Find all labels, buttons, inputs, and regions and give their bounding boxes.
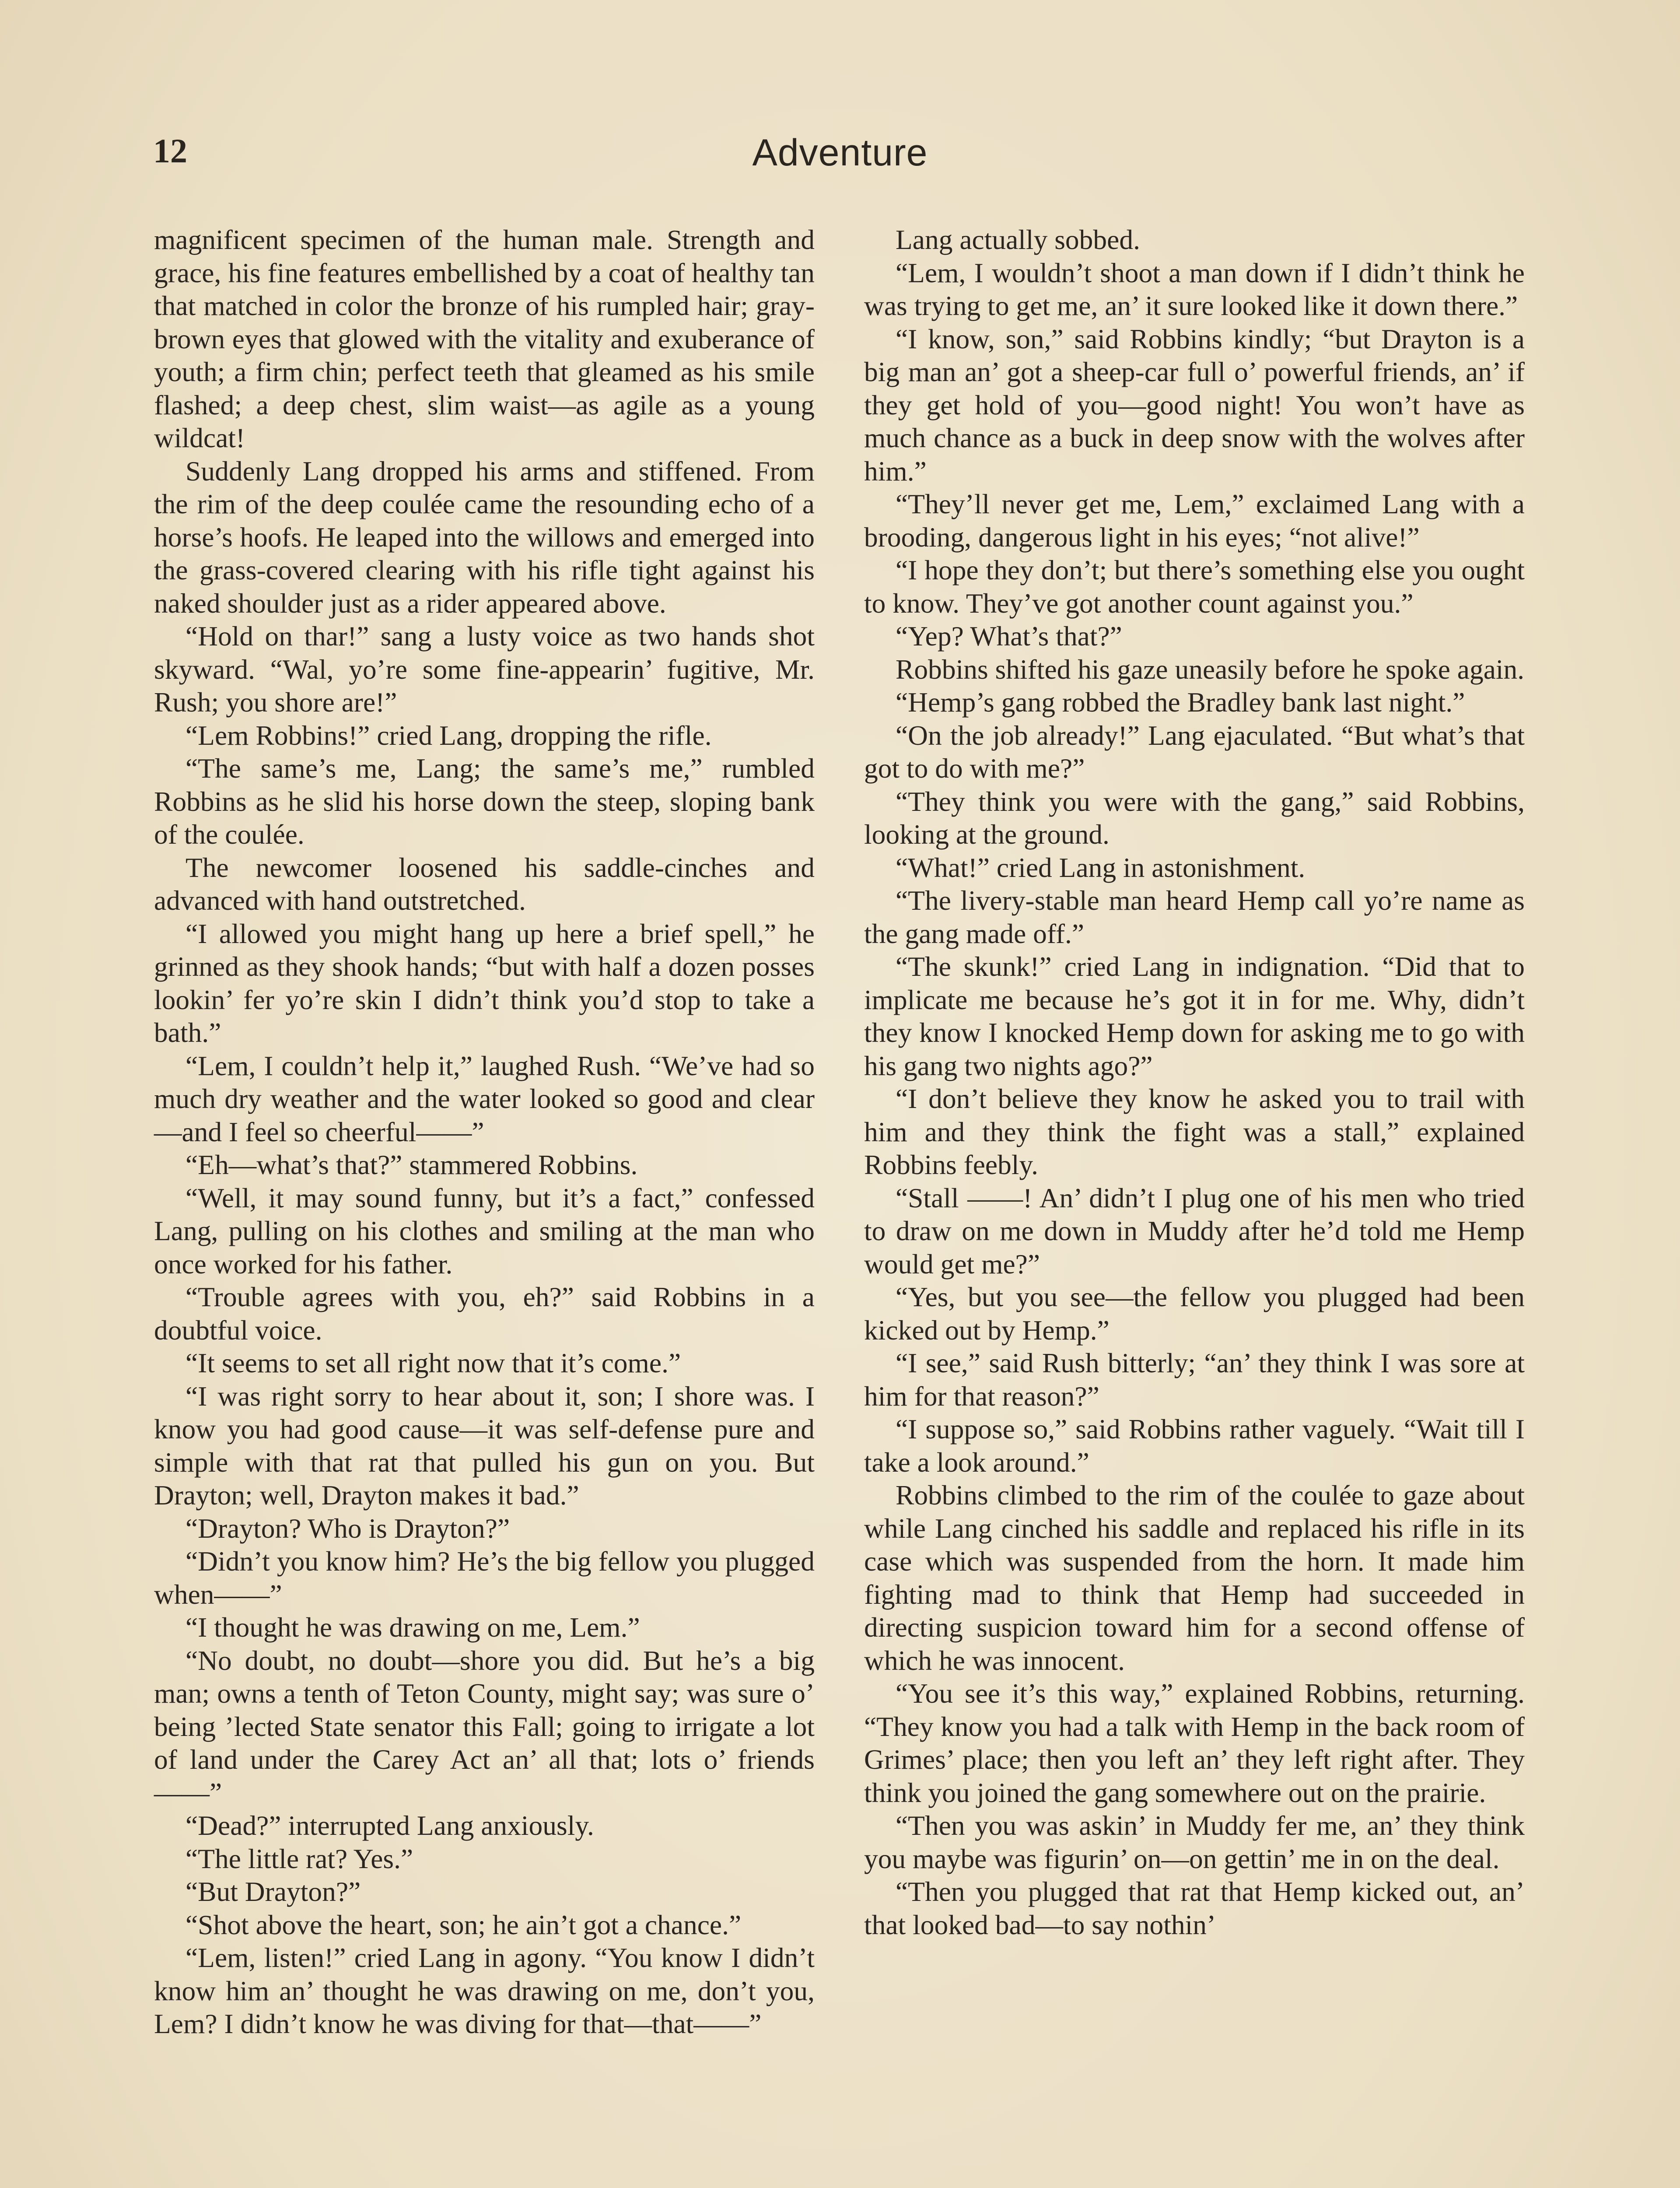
paragraph: “I see,” said Rush bitterly; “an’ they think I was sore at him for that reason?” bbox=[864, 1347, 1525, 1412]
paragraph: “Lem, I couldn’t help it,” laughed Rush. “We’ve had so much dry weather and the water looked so good and clear—and I feel so cheerful——” bbox=[154, 1050, 815, 1147]
paragraph: “Lem Robbins!” cried Lang, dropping the rifle. bbox=[186, 719, 712, 751]
paragraph: “Yep? What’s that?” bbox=[896, 621, 1122, 652]
paragraph: “The skunk!” cried Lang in indignation. “Did that to implicate me because he’s got it in for me. Why, didn’t they know I knocked Hemp down for asking me to go with his gang two nights ago?” bbox=[864, 951, 1525, 1081]
paragraph: “I know, son,” said Robbins kindly; “but Drayton is a big man an’ got a sheep-car full o’ powerful friends, an’ if they get hold of you—good night! You won’t have as much chance as a buck in deep snow with the wolves after him.” bbox=[864, 323, 1525, 487]
paragraph: “Hold on thar!” sang a lusty voice as two hands shot skyward. “Wal, yo’re some fine-appearin’ fugitive, Mr. Rush; you shore are!” bbox=[154, 621, 815, 718]
paragraph: “Well, it may sound funny, but it’s a fact,” confessed Lang, pulling on his clothes and smiling at the man who once worked for his father. bbox=[154, 1182, 815, 1280]
paragraph: “I thought he was drawing on me, Lem.” bbox=[186, 1612, 640, 1643]
paragraph: “What!” cried Lang in astonishment. bbox=[896, 852, 1306, 883]
paragraph: “Shot above the heart, son; he ain’t got a chance.” bbox=[186, 1909, 742, 1940]
right-column bbox=[864, 223, 1525, 1941]
paragraph: “The little rat? Yes.” bbox=[186, 1843, 413, 1874]
page-number: 12 bbox=[153, 132, 187, 170]
paragraph: “I allowed you might hang up here a brief spell,” he grinned as they shook hands; “but with half a dozen posses lookin’ fer yo’re skin I didn’t think you’d stop to take a bath.” bbox=[154, 918, 815, 1048]
paragraph: “Trouble agrees with you, eh?” said Robbins in a doubtful voice. bbox=[154, 1281, 815, 1346]
paragraph: “I don’t believe they know he asked you to trail with him and they think the fight was a stall,” explained Robbins feebly. bbox=[864, 1083, 1525, 1180]
paragraph: “Stall ——! An’ didn’t I plug one of his men who tried to draw on me down in Muddy after he’d told me Hemp would get me?” bbox=[864, 1182, 1525, 1280]
paragraph: “You see it’s this way,” explained Robbins, returning. “They know you had a talk with Hemp in the back room of Grimes’ place; then you left an’ they left right after. They think you joined the gang somewhere out on the prairie. bbox=[864, 1678, 1525, 1808]
paragraph: “Lem, listen!” cried Lang in agony. “You know I didn’t know him an’ thought he was drawing on me, don’t you, Lem? I didn’t know he was diving for that—that——” bbox=[154, 1942, 815, 2039]
paragraph: “Lem, I wouldn’t shoot a man down if I didn’t think he was trying to get me, an’ it sure looked like it down there.” bbox=[864, 257, 1525, 321]
paragraph: “Eh—what’s that?” stammered Robbins. bbox=[186, 1149, 638, 1180]
paragraph: “It seems to set all right now that it’s come.” bbox=[186, 1347, 681, 1378]
paragraph: “Yes, but you see—the fellow you plugged had been kicked out by Hemp.” bbox=[864, 1281, 1525, 1346]
left-column bbox=[154, 223, 815, 2041]
paragraph: The newcomer loosened his saddle-cinches and advanced with hand outstretched. bbox=[154, 852, 815, 916]
paragraph: “The livery-stable man heard Hemp call yo’re name as the gang made off.” bbox=[864, 885, 1525, 949]
paragraph: “Didn’t you know him? He’s the big fellow you plugged when——” bbox=[154, 1546, 815, 1610]
paragraph: “They think you were with the gang,” said Robbins, looking at the ground. bbox=[864, 785, 1525, 850]
paragraph: Robbins shifted his gaze uneasily before he spoke again. bbox=[896, 653, 1525, 685]
paragraph: Suddenly Lang dropped his arms and stiffened. From the rim of the deep coulée came the resounding echo of a horse’s hoofs. He leaped into the willows and emerged into the grass-covered clearing with his rifle tight against his naked shoulder just as a rider appeared above. bbox=[154, 455, 815, 619]
paragraph: “No doubt, no doubt—shore you did. But he’s a big man; owns a tenth of Teton County, might say; was sure o’ being ’lected State senator this Fall; going to irrigate a lot of land under the Carey Act an’ all that; lots o’ friends——” bbox=[154, 1645, 815, 1808]
paragraph: “On the job already!” Lang ejaculated. “But what’s that got to do with me?” bbox=[864, 719, 1525, 784]
paragraph: Robbins climbed to the rim of the coulée to gaze about while Lang cinched his saddle and replaced his rifle in its case which was suspended from the horn. It made him fighting mad to think that Hemp had succeeded in directing suspicion toward him for a second offense of which he was innocent. bbox=[864, 1480, 1525, 1676]
running-head-title: Adventure bbox=[752, 132, 928, 174]
paragraph: “I hope they don’t; but there’s something else you ought to know. They’ve got another count against you.” bbox=[864, 554, 1525, 619]
paragraph: “But Drayton?” bbox=[186, 1876, 361, 1907]
paragraph: magnificent specimen of the human male. Strength and grace, his fine features embellished by a coat of healthy tan that matched in color the bronze of his rumpled hair; gray-brown eyes that glowed with the vitality and exuberance of youth; a firm chin; perfect teeth that gleamed as his smile flashed; a deep chest, slim waist—as agile as a young wildcat! bbox=[154, 224, 815, 453]
paragraph: “I suppose so,” said Robbins rather vaguely. “Wait till I take a look around.” bbox=[864, 1413, 1525, 1478]
paragraph: “Dead?” interrupted Lang anxiously. bbox=[186, 1810, 594, 1841]
paragraph: “They’ll never get me, Lem,” exclaimed Lang with a brooding, dangerous light in his eyes; “not alive!” bbox=[864, 488, 1525, 553]
paragraph: “Hemp’s gang robbed the Bradley bank last night.” bbox=[896, 687, 1465, 718]
paragraph: “Drayton? Who is Drayton?” bbox=[186, 1512, 510, 1544]
paragraph: “I was right sorry to hear about it, son; I shore was. I know you had good cause—it was self-defense pure and simple with that rat that pulled his gun on you. But Drayton; well, Drayton makes it bad.” bbox=[154, 1380, 815, 1511]
paragraph: “The same’s me, Lang; the same’s me,” rumbled Robbins as he slid his horse down the steep, sloping bank of the coulée. bbox=[154, 753, 815, 850]
paragraph: “Then you plugged that rat that Hemp kicked out, an’ that looked bad—to say nothin’ bbox=[864, 1876, 1525, 1940]
paragraph: Lang actually sobbed. bbox=[896, 224, 1140, 255]
paragraph: “Then you was askin’ in Muddy fer me, an’ they think you maybe was figurin’ on—on gettin’ me in on the deal. bbox=[864, 1810, 1525, 1874]
